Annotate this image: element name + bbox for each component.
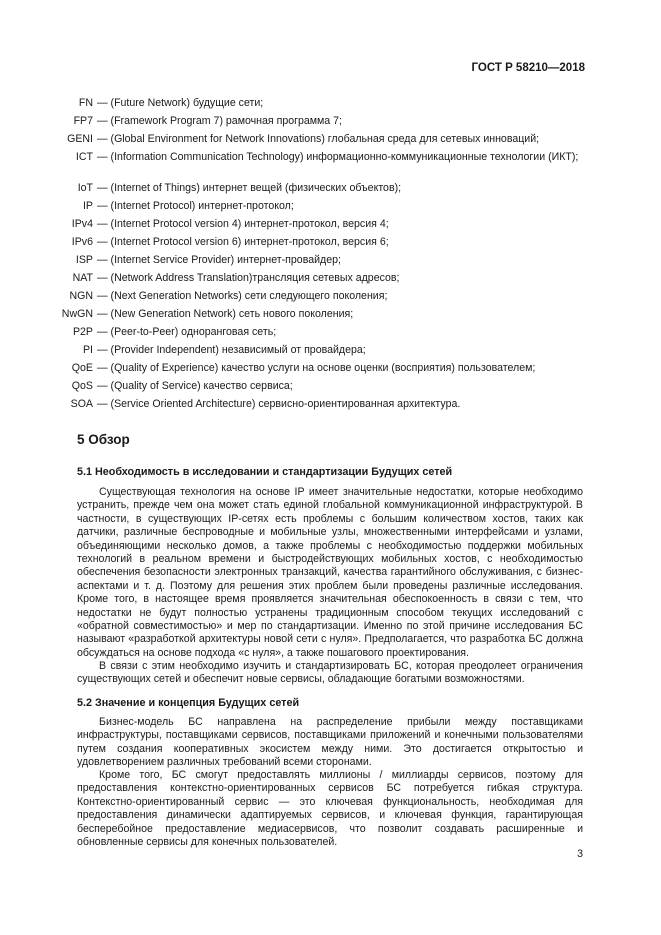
abbreviation-term: QoE <box>71 362 93 374</box>
abbreviation-term: PI <box>82 344 93 356</box>
abbreviation-definition: — (Service Oriented Architecture) сервисно-ориентированная архитектура. <box>97 398 461 410</box>
abbreviation-definition: — (Internet Service Provider) интернет-провайдер; <box>97 254 341 266</box>
section-5-title: 5 Обзор <box>77 432 130 447</box>
abbreviation-definition: — (Global Environment for Network Innovations) глобальная среда для сетевых инноваций; <box>97 133 540 145</box>
section-5-1-title: 5.1 Необходимость в исследовании и стандартизации Будущих сетей <box>77 466 453 478</box>
abbreviation-definition: — (Future Network) будущие сети; <box>97 97 264 109</box>
abbreviation-term: IPv4 <box>71 218 93 230</box>
abbreviation-term: IPv6 <box>71 236 93 248</box>
abbreviation-definition: — (Internet Protocol version 6) интернет-протокол, версия 6; <box>97 236 389 248</box>
abbreviation-definition: — (Internet Protocol version 4) интернет-протокол, версия 4; <box>97 218 389 230</box>
abbreviation-term: GENI <box>67 133 93 145</box>
abbreviation-term: SOA <box>70 398 93 410</box>
abbreviation-term: NAT <box>72 272 93 284</box>
abbreviation-definition: — (Next Generation Networks) сети следующего поколения; <box>97 290 388 302</box>
abbreviation-definition: — (Framework Program 7) рамочная программа 7; <box>97 115 342 127</box>
abbreviation-definition: — (Internet of Things) интернет вещей (физических объектов); <box>97 182 402 194</box>
section-5-2-paragraph-2: Кроме того, БС смогут предоставлять миллионы / миллиарды сервисов, поэтому для предоставления контекстно-ориентированных сервисов БС потребуется гибкая структура. Контекстно-ориентированный сервис — это ключевая функциональность, необходимая для предоставления динамически адаптируемых сервисов, и ключевая функция, гарантирующая бесперебойное предоставление медиасервисов, что позволит создавать расширенные и обновленные сервисы для конечных пользователей. <box>77 769 583 849</box>
abbreviation-definition: — (Provider Independent) независимый от провайдера; <box>97 344 366 356</box>
section-5-1-paragraph-2: В связи с этим необходимо изучить и стандартизировать БС, которая преодолеет ограничения существующих сетей и обеспечит новые сервисы, обладающие богатыми возможностями. <box>77 660 583 686</box>
abbreviation-term: QoS <box>71 380 93 392</box>
abbreviation-definition: — (Quality of Experience) качество услуги на основе оценки (восприятия) пользователем; <box>97 362 536 374</box>
abbreviation-term: ISP <box>75 254 93 266</box>
abbreviation-definition: — (Quality of Service) качество сервиса; <box>97 380 293 392</box>
abbreviation-definition: — (Peer-to-Peer) одноранговая сеть; <box>97 326 277 338</box>
abbreviation-term: IP <box>82 200 93 212</box>
abbreviation-term: FN <box>78 97 93 109</box>
section-5-2-title: 5.2 Значение и концепция Будущих сетей <box>77 697 300 709</box>
abbreviation-term: IoT <box>77 182 93 194</box>
section-5-2-paragraph-1: Бизнес-модель БС направлена на распределение прибыли между поставщиками инфраструктуры, поставщиками сервисов, поставщиками приложений и конечными пользователями путем создания кооперативных экосистем между ними. Это достигается открытостью и удовлетворением различных требований всеми сторонами. <box>77 716 583 769</box>
page-number: 3 <box>577 848 583 860</box>
section-5-1-paragraph-1: Существующая технология на основе IP имеет значительные недостатки, которые необходимо устранить, прежде чем она может стать единой глобальной коммуникационной инфраструктурой. В частности, в существующих IP-сетях есть проблемы с большим количеством хостов, таких как датчики, различные беспроводные и мобильные узлы, множественными интерфейсами и узлами, объединяющими несколько домов, а также проблемы с необходимостью поддержки мобильных технологий в реальном времени и быстродействующих мобильных хостов, с необходимостью обеспечения безопасности электронных транзакций, качества гарантийного обслуживания, с бизнес-аспектами и т. д. Поэтому для решения этих проблем были проведены различные исследования. Кроме того, в настоящее время проявляется значительная обеспокоенность в связи с тем, что недостатки не будут полностью устранены традиционным способом текущих исследований с «обратной совместимостью» и мер по стандартизации. Именно по этой причине исследования БС называют «разработкой архитектуры новой сети с нуля». Предполагается, что разработка БС должна обсуждаться на основе подхода «с нуля», а также пошагового проектирования. <box>77 486 583 659</box>
abbreviation-term: NGN <box>69 290 93 302</box>
abbreviation-term: ICT <box>75 151 93 163</box>
abbreviation-definition: — (New Generation Network) сеть нового поколения; <box>97 308 354 320</box>
document-id: ГОСТ Р 58210—2018 <box>471 62 585 74</box>
abbreviation-definition: — (Internet Protocol) интернет-протокол; <box>97 200 294 212</box>
abbreviation-term: NwGN <box>61 308 93 320</box>
abbreviation-definition: — (Network Address Translation)трансляция сетевых адресов; <box>97 272 400 284</box>
abbreviation-term: FP7 <box>73 115 93 127</box>
abbreviation-term: P2P <box>72 326 93 338</box>
abbreviation-definition: — (Information Communication Technology) информационно-коммуникационные технологии (ИКТ); <box>97 151 579 163</box>
